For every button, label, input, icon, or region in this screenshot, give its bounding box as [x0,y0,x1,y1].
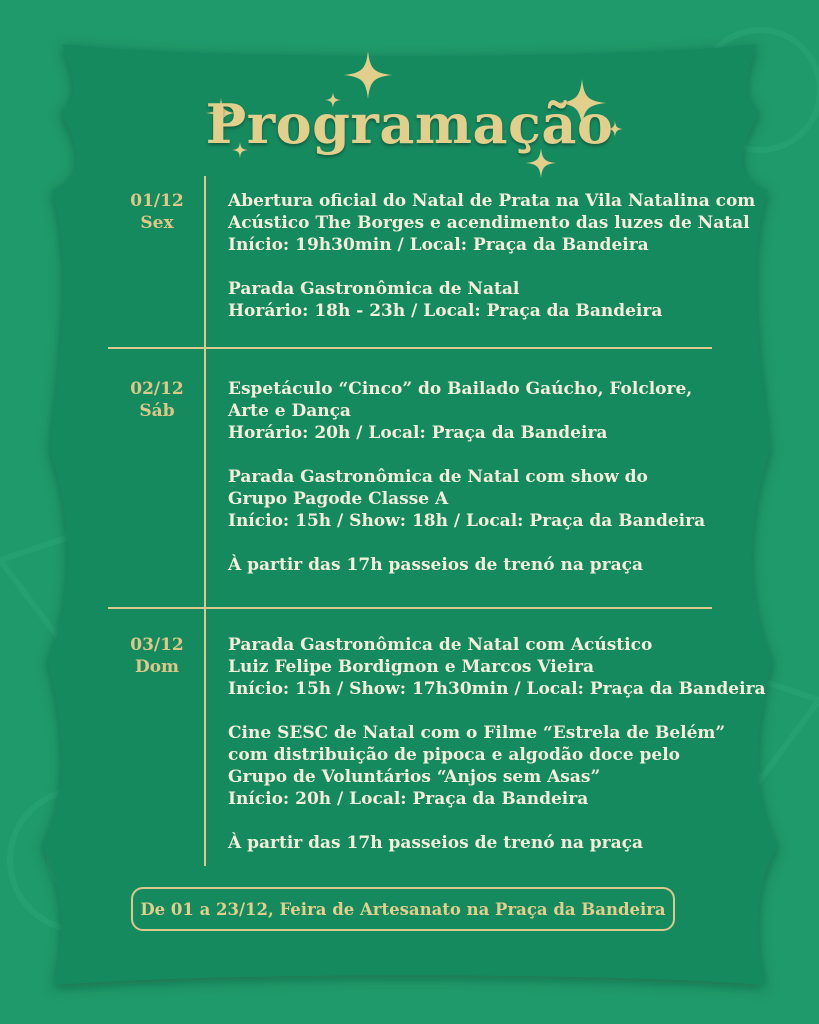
event-line: Luiz Felipe Bordignon e Marcos Vieira [228,657,595,677]
date-label: 02/12 [130,379,184,399]
event-line: Grupo de Voluntários “Anjos sem Asas” [228,767,601,787]
event-item [228,722,748,810]
event-item [228,278,748,322]
event-line: Horário: 18h - 23h / Local: Praça da Bandeira [228,301,663,321]
day-date [110,190,204,234]
event-line: À partir das 17h passeios de trenó na praça [228,833,644,853]
event-line: Início: 15h / Show: 17h30min / Local: Praça da Bandeira [228,679,766,699]
date-label: 01/12 [130,191,184,211]
event-line: Parada Gastronômica de Natal [228,279,520,299]
event-item [228,634,766,700]
day-events [228,190,756,344]
footer-banner [131,887,675,931]
event-item [228,832,748,854]
day-events [228,634,766,876]
horizontal-divider [108,347,712,349]
horizontal-divider [108,607,712,609]
day-date [110,378,204,422]
event-line: Espetáculo “Cinco” do Bailado Gaúcho, Folclore, [228,379,693,399]
event-item [228,190,756,256]
event-line: com distribuição de pipoca e algodão doce pelo [228,745,680,765]
weekday-label: Sex [140,213,174,233]
event-line: Início: 19h30min / Local: Praça da Bandeira [228,235,649,255]
event-item [228,378,748,444]
event-line: À partir das 17h passeios de trenó na praça [228,555,644,575]
date-label: 03/12 [130,635,184,655]
day-date [110,634,204,678]
event-line: Início: 15h / Show: 18h / Local: Praça da Bandeira [228,511,706,531]
event-line: Início: 20h / Local: Praça da Bandeira [228,789,589,809]
weekday-label: Dom [134,657,180,677]
day-events [228,378,748,598]
event-line: Parada Gastronômica de Natal com Acústico [228,635,653,655]
footer-text: De 01 a 23/12, Feira de Artesanato na Praça da Bandeira [140,899,666,919]
event-line: Parada Gastronômica de Natal com show do [228,467,648,487]
vertical-divider [204,176,206,866]
event-item [228,554,748,576]
event-line: Acústico The Borges e acendimento das luzes de Natal [228,213,750,233]
weekday-label: Sáb [139,401,175,421]
event-line: Arte e Dança [228,401,351,421]
event-line: Grupo Pagode Classe A [228,489,449,509]
event-item [228,466,748,532]
page-title: Programação [205,92,614,156]
event-line: Abertura oficial do Natal de Prata na Vila Natalina com [228,191,756,211]
event-line: Cine SESC de Natal com o Filme “Estrela de Belém” [228,723,726,743]
event-line: Horário: 20h / Local: Praça da Bandeira [228,423,608,443]
